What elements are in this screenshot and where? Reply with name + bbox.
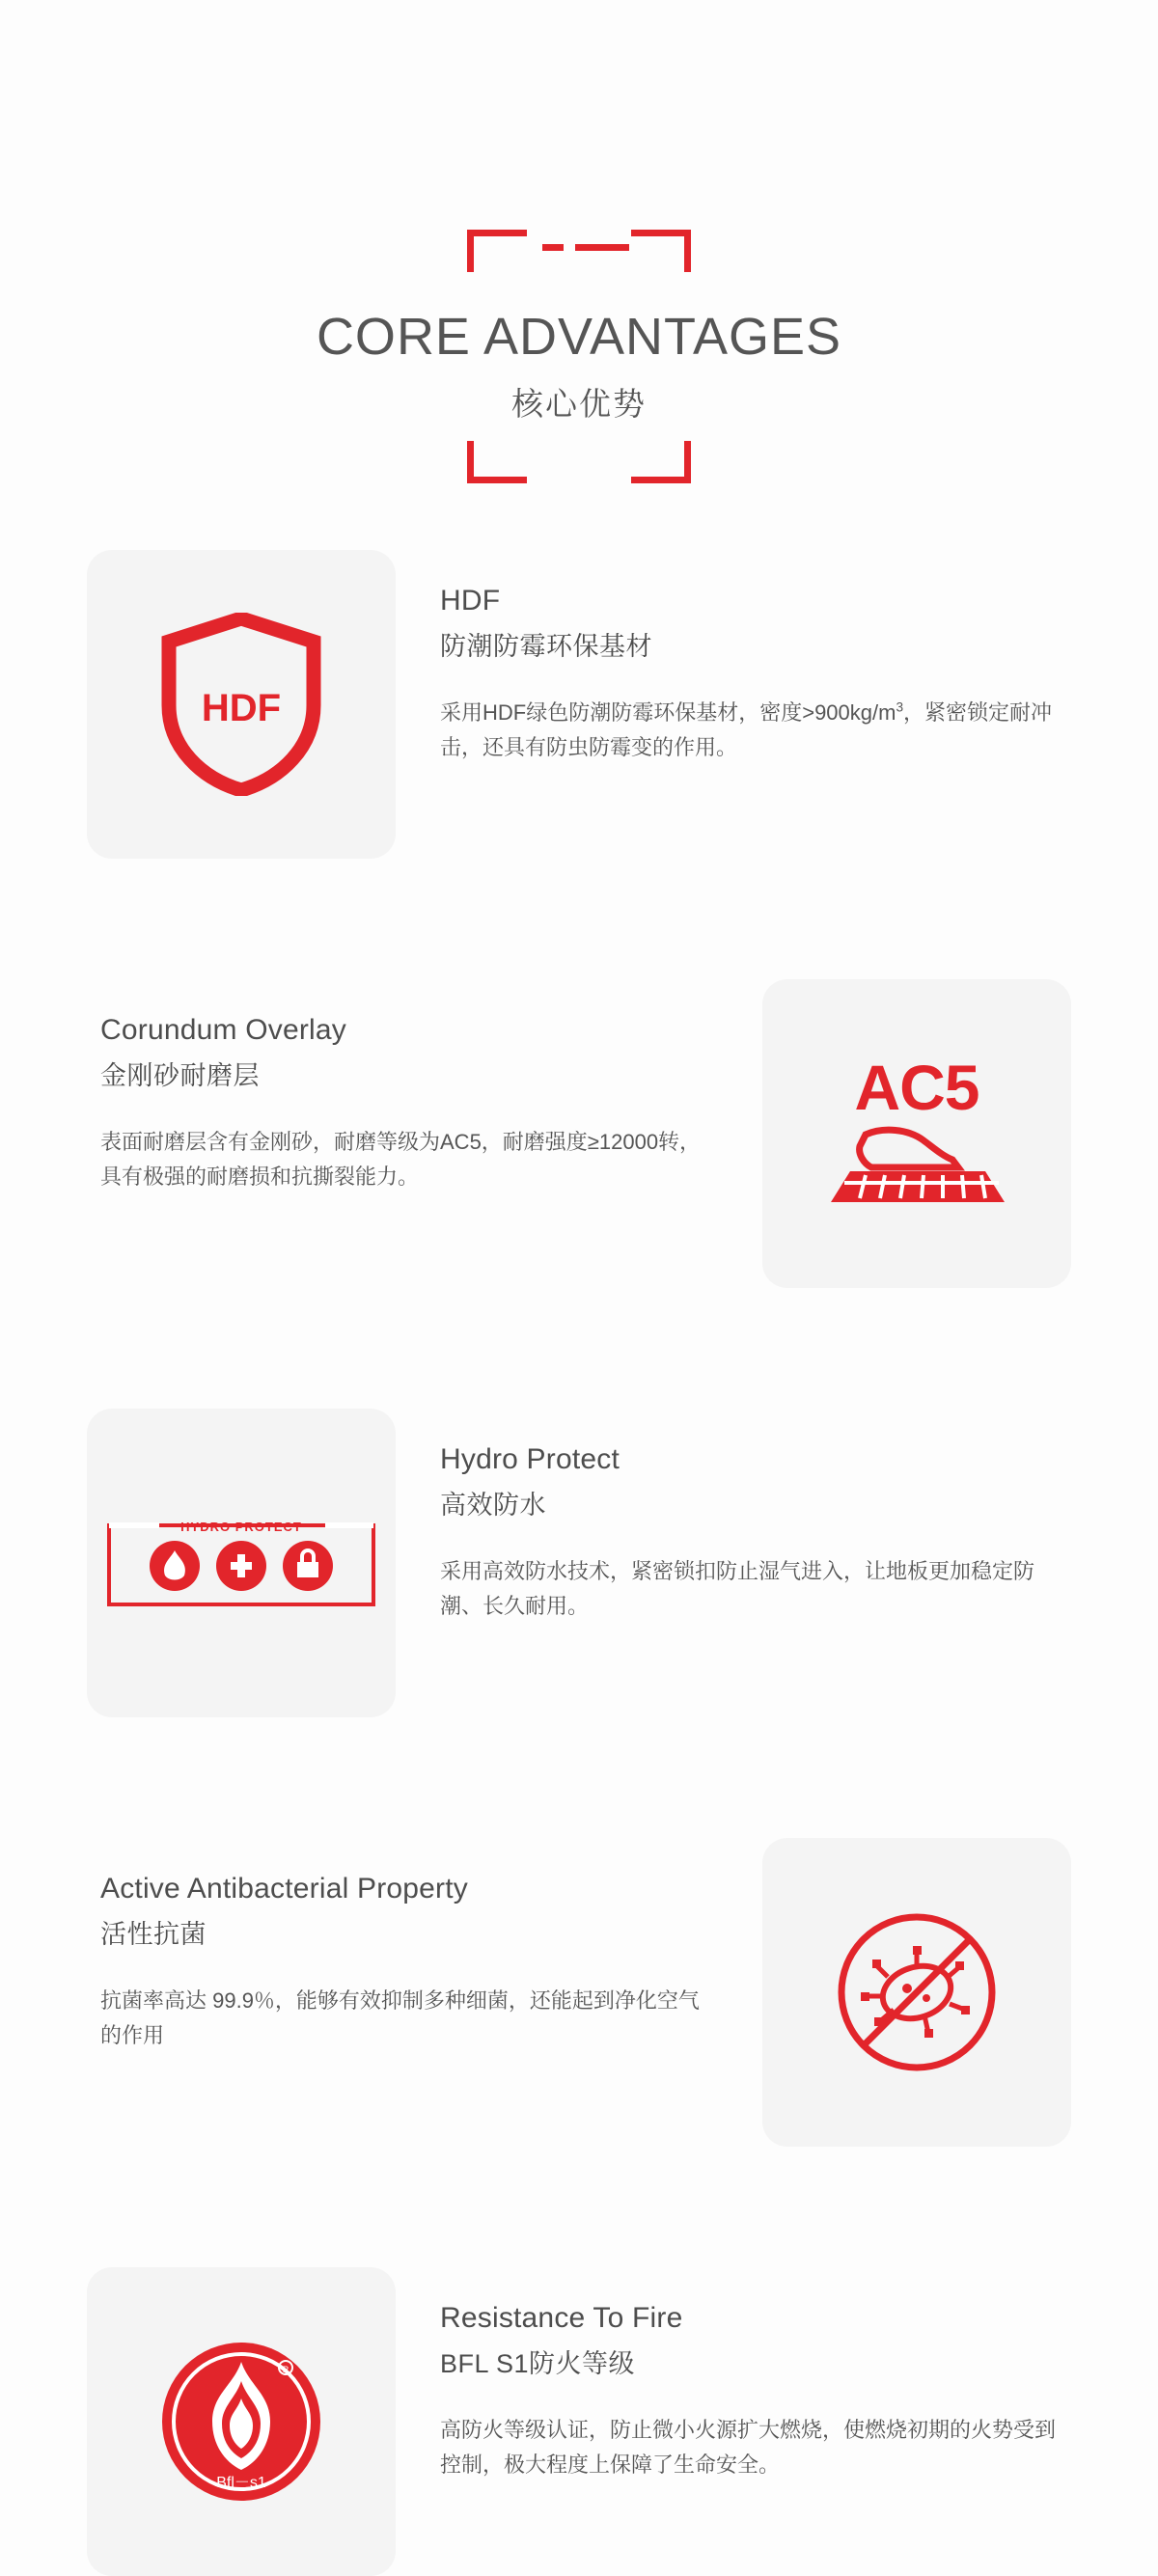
hdf-desc-part2: ，紧密锁定耐冲击，还具有防虫防霉变的作用。	[440, 699, 1053, 760]
hydro-title-en: Hydro Protect	[440, 1443, 620, 1476]
antibacterial-text-block	[100, 1838, 762, 2053]
svg-text:HYDRO PROTECT: HYDRO PROTECT	[180, 1519, 302, 1534]
fire-description: 高防火等级认证，防止微小火源扩大燃烧，使燃烧初期的火势受到控制，极大程度上保障了生命安全。	[440, 2417, 1057, 2478]
corundum-description: 表面耐磨层含有金刚砂，耐磨等级为AC5，耐磨强度≥12000转，具有极强的耐磨损和抗撕裂能力。	[100, 1129, 702, 1190]
hydro-text-block	[396, 1409, 1071, 1624]
feature-item-resistance-to-fire	[87, 2267, 1071, 2576]
hydro-icon-panel	[87, 1409, 396, 1717]
ac5-label: AC5	[854, 1051, 979, 1123]
hdf-description	[440, 696, 1071, 766]
hdf-desc-part1: 采用HDF绿色防潮防霉环保基材，密度>900kg/m	[440, 699, 896, 725]
feature-item-hdf	[87, 550, 1071, 859]
hydro-description: 采用高效防水技术，紧密锁扣防止湿气进入，让地板更加稳定防潮、长久耐用。	[440, 1558, 1035, 1619]
hdf-title-cn: 防潮防霉环保基材	[440, 631, 652, 661]
corundum-title-cn: 金刚砂耐磨层	[100, 1060, 260, 1090]
svg-text:HDF: HDF	[201, 687, 282, 730]
hydro-protect-icon	[101, 1498, 381, 1629]
page-title-cn: 核心优势	[511, 386, 647, 423]
hdf-shield-icon	[159, 613, 323, 796]
fire-text-block	[396, 2267, 1071, 2482]
frame-corner-bottom-left	[467, 441, 527, 483]
feature-list	[0, 550, 1158, 2576]
hdf-desc-superscript: 3	[896, 699, 904, 715]
page-header	[0, 0, 1158, 425]
hdf-title-en: HDF	[440, 585, 501, 617]
antibacterial-icon	[820, 1896, 1013, 2089]
corundum-text-block	[100, 979, 762, 1194]
fire-title-en: Resistance To Fire	[440, 2302, 683, 2335]
fire-title-cn: BFL S1防火等级	[440, 2348, 636, 2378]
corundum-title-en: Corundum Overlay	[100, 1014, 346, 1047]
fire-grade-label: Bfl－s1	[216, 2475, 266, 2492]
antibacterial-title-cn: 活性抗菌	[100, 1919, 207, 1949]
hdf-text-block	[396, 550, 1071, 765]
antibacterial-description: 抗菌率高达 99.9％，能够有效抑制多种细菌，还能起到净化空气的作用	[100, 1987, 700, 2048]
hydro-title-cn: 高效防水	[440, 1490, 546, 1520]
ac5-brush-graphic	[806, 1125, 1028, 1213]
feature-item-hydro-protect	[87, 1409, 1071, 1717]
hdf-icon-panel	[87, 550, 396, 859]
antibacterial-title-en: Active Antibacterial Property	[100, 1873, 468, 1905]
frame-corner-bottom-right	[631, 441, 691, 483]
feature-item-active-antibacterial	[87, 1838, 1071, 2147]
ac5-abrasion-icon	[806, 1051, 1028, 1213]
antibacterial-icon-panel	[762, 1838, 1071, 2147]
ac5-icon-panel	[762, 979, 1071, 1288]
feature-item-corundum-overlay	[87, 979, 1071, 1288]
fire-resistance-icon	[145, 2325, 338, 2518]
svg-text:R: R	[282, 2365, 290, 2375]
fire-icon-panel	[87, 2267, 396, 2576]
page-title-en: CORE ADVANTAGES	[316, 308, 842, 366]
